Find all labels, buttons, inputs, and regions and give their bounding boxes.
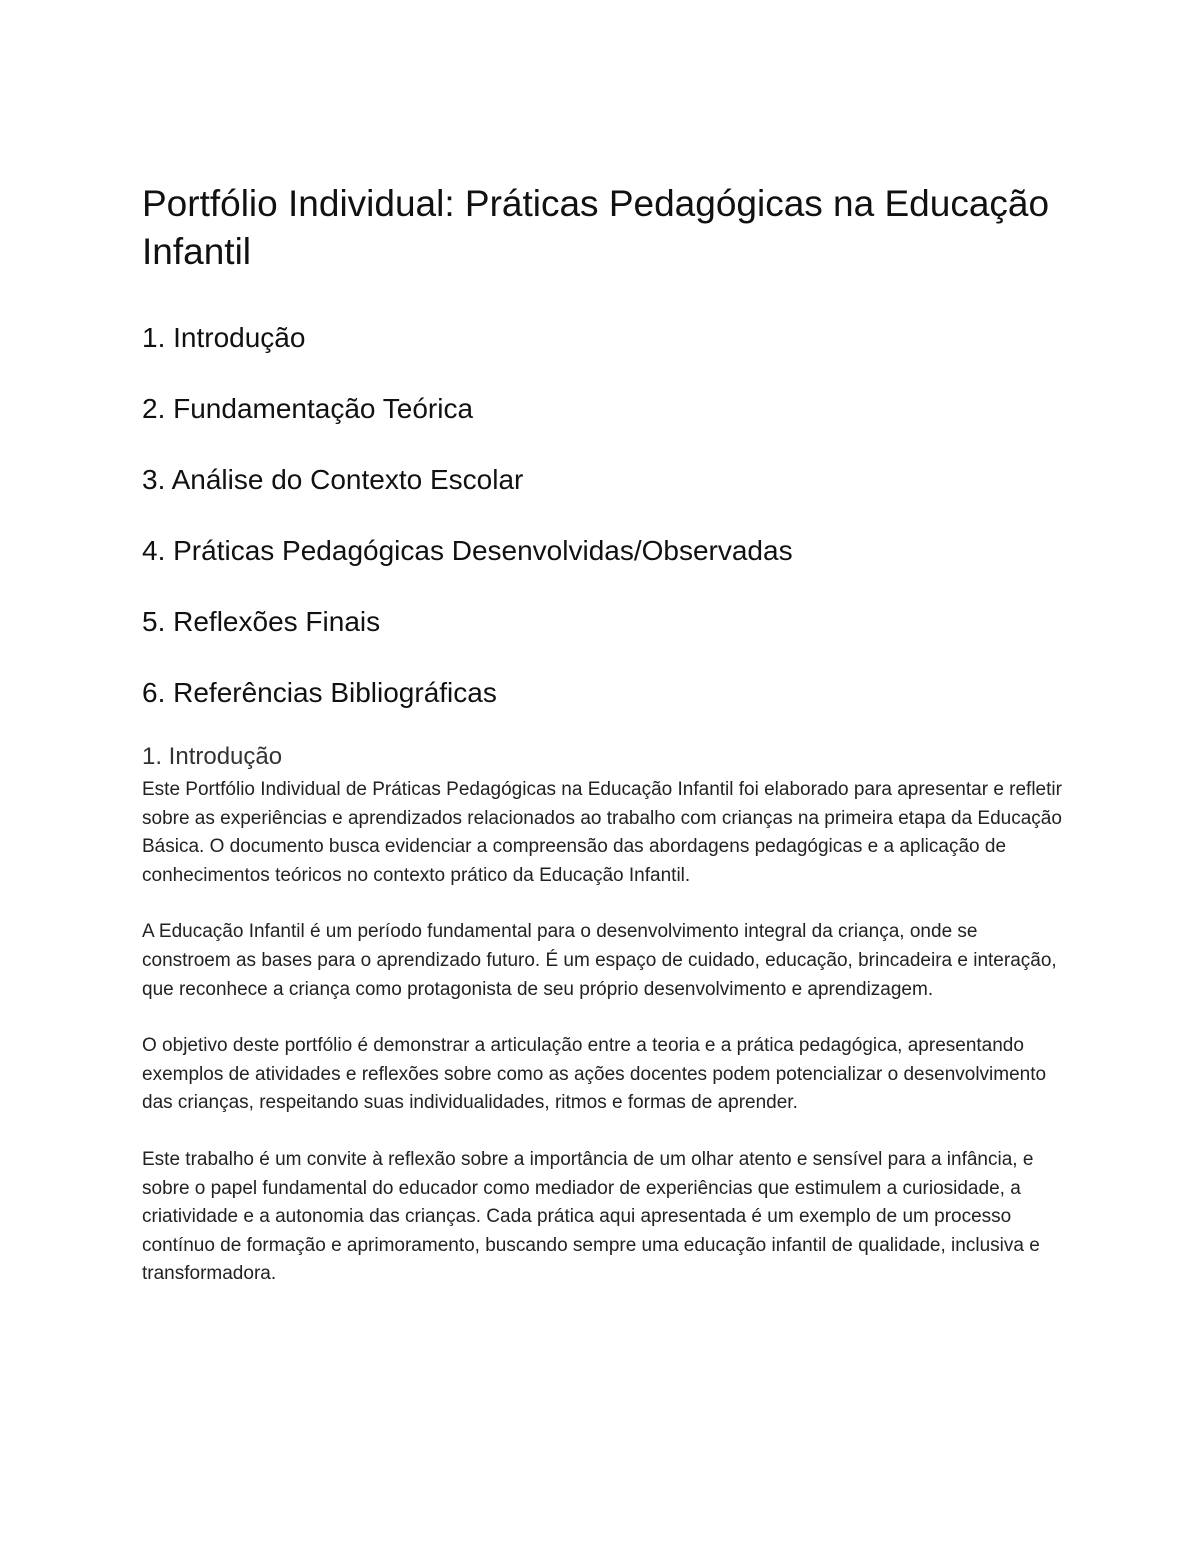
toc-item-introducao: 1. Introdução bbox=[142, 322, 306, 353]
toc-item-praticas: 4. Práticas Pedagógicas Desenvolvidas/Observadas bbox=[142, 535, 793, 566]
toc-item-analise-contexto: 3. Análise do Contexto Escolar bbox=[142, 464, 524, 495]
document-page bbox=[142, 180, 1062, 1317]
paragraph-1: Este Portfólio Individual de Práticas Pedagógicas na Educação Infantil foi elaborado para apresentar e refletir sobre as experiências e aprendizados relacionados ao trabalho com crianças na primeira etapa da Educação Básica. O documento busca evidenciar a compreensão das abordagens pedagógicas e a aplicação de conhecimentos teóricos no contexto prático da Educação Infantil. bbox=[142, 779, 1062, 886]
paragraph-3: O objetivo deste portfólio é demonstrar a articulação entre a teoria e a prática pedagógica, apresentando exemplos de atividades e reflexões sobre como as ações docentes podem potencializar o desenvolvimento das crianças, respeitando suas individualidades, ritmos e formas de aprender. bbox=[142, 1035, 1047, 1114]
section-heading-introducao: 1. Introdução bbox=[142, 743, 283, 770]
table-of-contents bbox=[142, 321, 1062, 710]
document-title: Portfólio Individual: Práticas Pedagógicas na Educação Infantil bbox=[142, 183, 1050, 272]
toc-item-reflexoes: 5. Reflexões Finais bbox=[142, 606, 381, 637]
toc-item-fundamentacao: 2. Fundamentação Teórica bbox=[142, 393, 474, 424]
paragraph-2: A Educação Infantil é um período fundamental para o desenvolvimento integral da criança, onde se constroem as bases para o aprendizado futuro. É um espaço de cuidado, educação, brincadeira e interação, que reconhece a criança como protagonista de seu próprio desenvolvimento e aprendizagem. bbox=[142, 921, 1057, 1000]
toc-item-referencias: 6. Referências Bibliográficas bbox=[142, 677, 497, 708]
paragraph-4: Este trabalho é um convite à reflexão sobre a importância de um olhar atento e sensível para a infância, e sobre o papel fundamental do educador como mediador de experiências que estimulem a curiosidade, a criatividade e a autonomia das crianças. Cada prática aqui apresentada é um exemplo de um processo contínuo de formação e aprimoramento, buscando sempre uma educação infantil de qualidade, inclusiva e transformadora. bbox=[142, 1148, 1040, 1285]
